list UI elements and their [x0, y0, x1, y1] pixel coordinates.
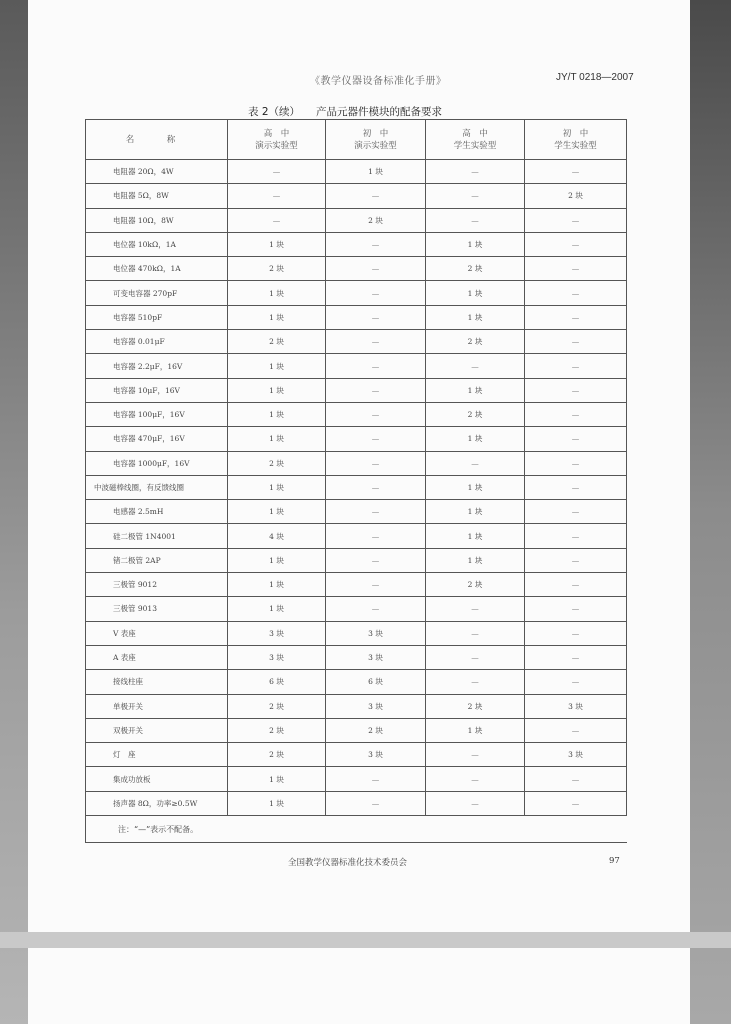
quantity-cell-c3: 2 块 [426, 330, 525, 354]
quantity-cell-c1: 1 块 [228, 548, 326, 572]
quantity-cell-c2: 2 块 [326, 208, 426, 232]
quantity-cell-c3: — [426, 670, 525, 694]
item-name-cell: 电感器 2.5mH [86, 500, 228, 524]
quantity-cell-c1: 3 块 [228, 621, 326, 645]
header-book-title: 《教学仪器设备标准化手册》 [310, 76, 447, 87]
item-name-cell: 双极开关 [86, 718, 228, 742]
table-row [86, 305, 627, 329]
table-row [86, 524, 627, 548]
quantity-cell-c4: — [525, 427, 627, 451]
quantity-cell-c1: 6 块 [228, 670, 326, 694]
table-row [86, 378, 627, 402]
quantity-cell-c4: — [525, 645, 627, 669]
table-row [86, 791, 627, 815]
item-name-cell: 三极管 9012 [86, 573, 228, 597]
quantity-cell-c1: 1 块 [228, 791, 326, 815]
quantity-cell-c2: — [326, 281, 426, 305]
quantity-cell-c3: 2 块 [426, 257, 525, 281]
quantity-cell-c3: — [426, 208, 525, 232]
item-name-cell: 电容器 470μF，16V [86, 427, 228, 451]
table-row [86, 621, 627, 645]
quantity-cell-c1: 1 块 [228, 402, 326, 426]
quantity-cell-c4: — [525, 305, 627, 329]
item-name-cell: V 表座 [86, 621, 228, 645]
quantity-cell-c4: — [525, 621, 627, 645]
quantity-cell-c2: — [326, 548, 426, 572]
item-name-cell: 单极开关 [86, 694, 228, 718]
item-name-cell: 电位器 470kΩ，1A [86, 257, 228, 281]
quantity-cell-c4: — [525, 354, 627, 378]
quantity-cell-c2: — [326, 475, 426, 499]
quantity-cell-c3: — [426, 743, 525, 767]
table-note: 注：“—”表示不配备。 [86, 816, 627, 843]
quantity-cell-c2: — [326, 232, 426, 256]
quantity-cell-c4: — [525, 767, 627, 791]
quantity-cell-c1: 1 块 [228, 354, 326, 378]
quantity-cell-c4: — [525, 573, 627, 597]
quantity-cell-c3: 2 块 [426, 402, 525, 426]
table-row [86, 257, 627, 281]
table-row [86, 330, 627, 354]
quantity-cell-c3: — [426, 597, 525, 621]
column-header-name: 名 称 [86, 120, 228, 160]
quantity-cell-c3: — [426, 767, 525, 791]
quantity-cell-c2: — [326, 791, 426, 815]
table-row [86, 427, 627, 451]
item-name-cell: 扬声器 8Ω，功率≥0.5W [86, 791, 228, 815]
quantity-cell-c3: 1 块 [426, 524, 525, 548]
quantity-cell-c4: — [525, 402, 627, 426]
item-name-cell: 三极管 9013 [86, 597, 228, 621]
quantity-cell-c1: 1 块 [228, 378, 326, 402]
item-name-cell: 中波磁棒线圈，有反馈线圈 [86, 475, 228, 499]
quantity-cell-c1: 2 块 [228, 743, 326, 767]
quantity-cell-c1: 2 块 [228, 330, 326, 354]
item-name-cell: 电容器 510pF [86, 305, 228, 329]
item-name-cell: A 表座 [86, 645, 228, 669]
quantity-cell-c4: — [525, 718, 627, 742]
quantity-cell-c1: 1 块 [228, 232, 326, 256]
column-header-junior-demo: 初 中 演示实验型 [326, 120, 426, 160]
quantity-cell-c1: — [228, 208, 326, 232]
quantity-cell-c3: 1 块 [426, 548, 525, 572]
quantity-cell-c3: 1 块 [426, 378, 525, 402]
quantity-cell-c3: — [426, 791, 525, 815]
quantity-cell-c2: — [326, 573, 426, 597]
quantity-cell-c3: 2 块 [426, 573, 525, 597]
quantity-cell-c3: 1 块 [426, 427, 525, 451]
table-row [86, 767, 627, 791]
quantity-cell-c3: — [426, 451, 525, 475]
table-row [86, 597, 627, 621]
table-note-row [86, 816, 627, 843]
column-header-high-demo: 高 中 演示实验型 [228, 120, 326, 160]
table-title-text: 产品元器件模块的配备要求 [316, 106, 443, 118]
quantity-cell-c2: 3 块 [326, 621, 426, 645]
item-name-cell: 电容器 0.01μF [86, 330, 228, 354]
table-row [86, 184, 627, 208]
quantity-cell-c4: — [525, 451, 627, 475]
quantity-cell-c1: 1 块 [228, 281, 326, 305]
table-row [86, 670, 627, 694]
item-name-cell: 电阻器 5Ω，8W [86, 184, 228, 208]
table-row [86, 475, 627, 499]
table-row [86, 402, 627, 426]
page-gap [0, 932, 731, 948]
column-header-junior-student: 初 中 学生实验型 [525, 120, 627, 160]
quantity-cell-c4: — [525, 791, 627, 815]
quantity-cell-c4: — [525, 330, 627, 354]
quantity-cell-c2: — [326, 330, 426, 354]
quantity-cell-c2: — [326, 524, 426, 548]
table-row [86, 208, 627, 232]
quantity-cell-c4: — [525, 475, 627, 499]
item-name-cell: 电容器 1000μF，16V [86, 451, 228, 475]
header-standard-number: JY/T 0218—2007 [556, 72, 634, 83]
quantity-cell-c1: 2 块 [228, 451, 326, 475]
quantity-cell-c1: 2 块 [228, 718, 326, 742]
quantity-cell-c1: 1 块 [228, 573, 326, 597]
table-row [86, 281, 627, 305]
next-page [28, 948, 690, 1024]
item-name-cell: 硅二极管 1N4001 [86, 524, 228, 548]
item-name-cell: 电阻器 10Ω，8W [86, 208, 228, 232]
quantity-cell-c2: 1 块 [326, 160, 426, 184]
table-row [86, 694, 627, 718]
quantity-cell-c3: — [426, 160, 525, 184]
quantity-cell-c3: 1 块 [426, 718, 525, 742]
quantity-cell-c3: 1 块 [426, 500, 525, 524]
table-caption: 表 2（续） [248, 106, 301, 118]
quantity-cell-c4: 3 块 [525, 694, 627, 718]
table-row [86, 232, 627, 256]
quantity-cell-c2: — [326, 402, 426, 426]
quantity-cell-c3: 2 块 [426, 694, 525, 718]
quantity-cell-c2: — [326, 257, 426, 281]
quantity-cell-c3: 1 块 [426, 305, 525, 329]
item-name-cell: 集成功放板 [86, 767, 228, 791]
quantity-cell-c4: — [525, 232, 627, 256]
item-name-cell: 电容器 10μF，16V [86, 378, 228, 402]
quantity-cell-c2: 3 块 [326, 645, 426, 669]
quantity-cell-c4: 3 块 [525, 743, 627, 767]
item-name-cell: 可变电容器 270pF [86, 281, 228, 305]
item-name-cell: 电容器 2.2μF，16V [86, 354, 228, 378]
quantity-cell-c2: 3 块 [326, 694, 426, 718]
footer-page-number: 97 [609, 856, 620, 866]
table-header-row [86, 120, 627, 160]
quantity-cell-c4: — [525, 524, 627, 548]
quantity-cell-c2: — [326, 305, 426, 329]
right-dark-margin [690, 0, 731, 1024]
quantity-cell-c3: 1 块 [426, 232, 525, 256]
table-row [86, 573, 627, 597]
column-header-high-student: 高 中 学生实验型 [426, 120, 525, 160]
table-row [86, 743, 627, 767]
quantity-cell-c1: 1 块 [228, 427, 326, 451]
quantity-cell-c2: — [326, 451, 426, 475]
quantity-cell-c4: — [525, 281, 627, 305]
quantity-cell-c2: 6 块 [326, 670, 426, 694]
quantity-cell-c1: 1 块 [228, 475, 326, 499]
table-row [86, 451, 627, 475]
quantity-cell-c1: 2 块 [228, 694, 326, 718]
table-row [86, 548, 627, 572]
quantity-cell-c2: — [326, 427, 426, 451]
item-name-cell: 电位器 10kΩ，1A [86, 232, 228, 256]
quantity-cell-c2: 2 块 [326, 718, 426, 742]
quantity-cell-c2: — [326, 767, 426, 791]
quantity-cell-c2: — [326, 184, 426, 208]
quantity-cell-c1: 1 块 [228, 767, 326, 791]
quantity-cell-c4: — [525, 670, 627, 694]
quantity-cell-c4: — [525, 160, 627, 184]
item-name-cell: 电阻器 20Ω，4W [86, 160, 228, 184]
table-row [86, 718, 627, 742]
quantity-cell-c1: 1 块 [228, 305, 326, 329]
equipment-table [85, 119, 627, 843]
quantity-cell-c3: — [426, 354, 525, 378]
quantity-cell-c1: — [228, 160, 326, 184]
quantity-cell-c4: — [525, 548, 627, 572]
quantity-cell-c4: — [525, 378, 627, 402]
footer-committee: 全国教学仪器标准化技术委员会 [288, 858, 408, 868]
quantity-cell-c1: 1 块 [228, 500, 326, 524]
item-name-cell: 电容器 100μF，16V [86, 402, 228, 426]
quantity-cell-c2: 3 块 [326, 743, 426, 767]
table-row [86, 160, 627, 184]
quantity-cell-c3: 1 块 [426, 475, 525, 499]
item-name-cell: 灯 座 [86, 743, 228, 767]
quantity-cell-c2: — [326, 354, 426, 378]
quantity-cell-c4: — [525, 500, 627, 524]
quantity-cell-c1: — [228, 184, 326, 208]
quantity-cell-c4: — [525, 208, 627, 232]
quantity-cell-c2: — [326, 378, 426, 402]
quantity-cell-c1: 4 块 [228, 524, 326, 548]
table-row [86, 354, 627, 378]
table-title [248, 104, 442, 119]
table-row [86, 500, 627, 524]
quantity-cell-c1: 1 块 [228, 597, 326, 621]
quantity-cell-c3: — [426, 184, 525, 208]
quantity-cell-c3: 1 块 [426, 281, 525, 305]
item-name-cell: 接线柱座 [86, 670, 228, 694]
quantity-cell-c4: — [525, 597, 627, 621]
quantity-cell-c2: — [326, 597, 426, 621]
quantity-cell-c1: 3 块 [228, 645, 326, 669]
quantity-cell-c4: 2 块 [525, 184, 627, 208]
table-row [86, 645, 627, 669]
quantity-cell-c3: — [426, 621, 525, 645]
left-dark-margin [0, 0, 28, 1024]
quantity-cell-c3: — [426, 645, 525, 669]
quantity-cell-c2: — [326, 500, 426, 524]
quantity-cell-c1: 2 块 [228, 257, 326, 281]
quantity-cell-c4: — [525, 257, 627, 281]
item-name-cell: 锗二极管 2AP [86, 548, 228, 572]
